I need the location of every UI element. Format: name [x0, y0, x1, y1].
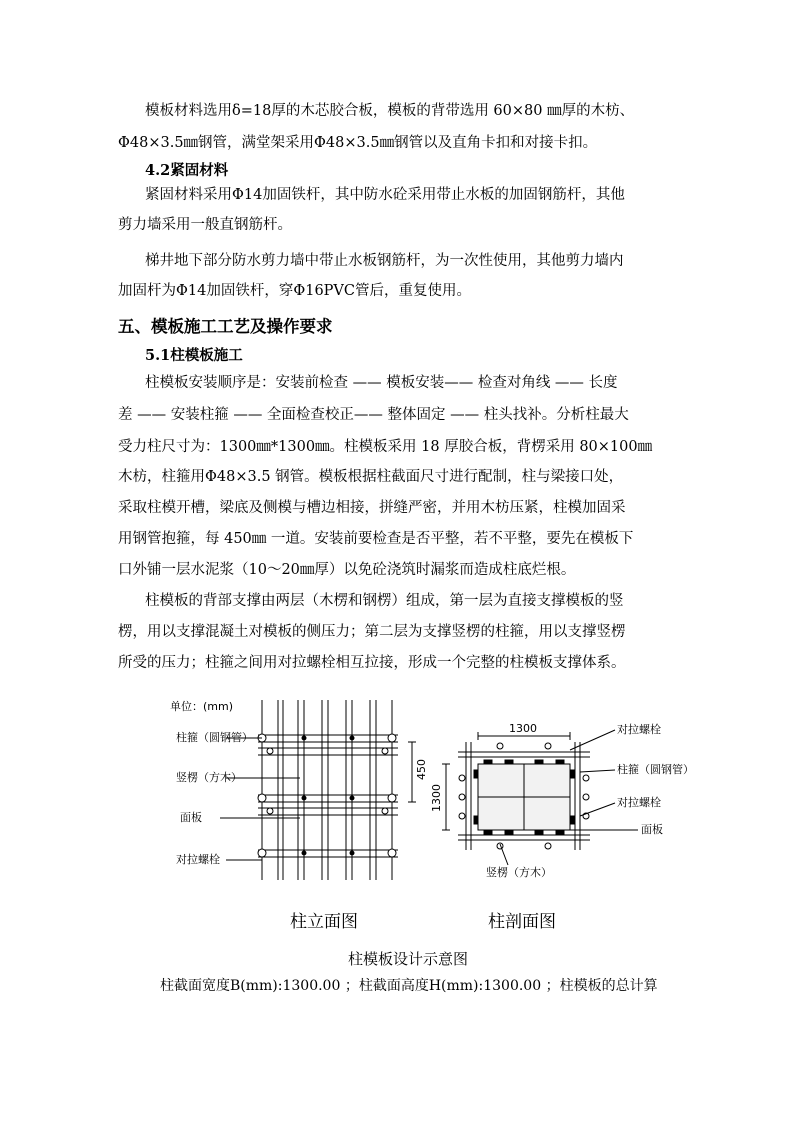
column-formwork-figure	[0, 680, 794, 980]
section-heading-4-2: 4.2紧固材料	[145, 162, 229, 179]
body-line: 剪力墙采用一般直钢筋杆。	[118, 217, 292, 233]
body-line: 加固杆为Φ14加固铁杆，穿Φ16PVC管后，重复使用。	[118, 283, 471, 299]
body-line: 用钢管抱箍，每 450㎜ 一道。安装前要检查是否平整，若不平整，要先在模板下	[118, 531, 634, 547]
label-face-panel: 面板	[180, 811, 202, 824]
label-column-clamp: 柱箍（圆钢管）	[176, 731, 253, 744]
body-line: 模板材料选用δ=18厚的木芯胶合板，模板的背带选用 60×80 ㎜厚的木枋、	[145, 103, 635, 119]
elevation-title: 柱立面图	[290, 912, 358, 932]
body-line: 楞，用以支撑混凝土对模板的侧压力；第二层为支撑竖楞的柱箍，用以支撑竖楞	[118, 624, 626, 640]
body-line: 差 —— 安装柱箍 —— 全面检查校正—— 整体固定 —— 柱头找补。分析柱最大	[118, 407, 629, 423]
section-title: 柱剖面图	[488, 912, 556, 932]
dimension-450: 450	[415, 759, 428, 780]
figure-caption: 柱模板设计示意图	[348, 950, 469, 968]
body-line: 柱模板安装顺序是：安装前检查 —— 模板安装—— 检查对角线 —— 长度	[145, 375, 618, 391]
body-line: 梯井地下部分防水剪力墙中带止水板钢筋杆，为一次性使用，其他剪力墙内	[145, 253, 624, 269]
body-line: 紧固材料采用Φ14加固铁杆，其中防水砼采用带止水板的加固钢筋杆，其他	[145, 187, 625, 203]
label-face-panel-right: 面板	[641, 823, 663, 836]
dimension-side-1300: 1300	[430, 784, 443, 812]
body-line: 柱截面宽度B(mm):1300.00 ；柱截面高度H(mm):1300.00 ；柱模板的总计算	[160, 978, 658, 994]
unit-label: 单位：(mm)	[170, 700, 234, 713]
label-tie-bolt-mid: 对拉螺栓	[617, 796, 661, 809]
label-tie-bolt-top: 对拉螺栓	[617, 723, 661, 736]
chapter-heading-5: 五、模板施工工艺及操作要求	[118, 317, 333, 336]
body-line: 木枋，柱箍用Φ48×3.5 钢管。模板根据柱截面尺寸进行配制，柱与梁接口处，	[118, 469, 624, 485]
body-line: 柱模板的背部支撑由两层（木楞和钢楞）组成，第一层为直接支撑模板的竖	[145, 593, 624, 609]
section-heading-5-1: 5.1柱模板施工	[145, 347, 243, 364]
label-column-clamp-right: 柱箍（圆钢管）	[617, 763, 694, 776]
body-line: 受力柱尺寸为：1300㎜*1300㎜。柱模板采用 18 厚胶合板，背楞采用 80×100㎜	[118, 439, 653, 455]
column-section-drawing	[442, 730, 638, 865]
body-line: 采取柱模开槽，梁底及侧模与槽边相接，拼缝严密，并用木枋压紧，柱模加固采	[118, 500, 626, 516]
label-vertical-stud: 竖楞（方木）	[176, 771, 242, 784]
body-line: 口外铺一层水泥浆（10～20㎜厚）以免砼浇筑时漏浆而造成柱底烂根。	[118, 562, 576, 578]
dimension-top-1300: 1300	[509, 722, 537, 735]
label-tie-bolt: 对拉螺栓	[176, 853, 220, 866]
body-line: 所受的压力；柱箍之间用对拉螺栓相互拉接，形成一个完整的柱模板支撑体系。	[118, 655, 626, 671]
body-line: Φ48×3.5㎜钢管，满堂架采用Φ48×3.5㎜钢管以及直角卡扣和对接卡扣。	[118, 135, 598, 151]
label-vertical-stud-bottom: 竖楞（方木）	[486, 866, 552, 879]
